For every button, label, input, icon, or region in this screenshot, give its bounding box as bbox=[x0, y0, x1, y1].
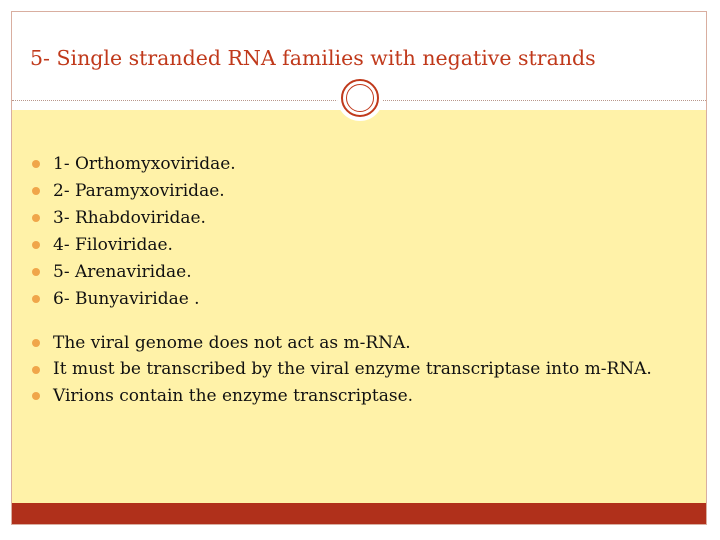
slide-frame bbox=[11, 11, 707, 525]
bullet-item: 4- Filoviridae. bbox=[32, 234, 692, 256]
bullet-item: Virions contain the enzyme transcriptase. bbox=[32, 385, 692, 407]
bullet-item: 1- Orthomyxoviridae. bbox=[32, 153, 692, 175]
bullet-item: It must be transcribed by the viral enzyme transcriptase into m-RNA. bbox=[32, 359, 692, 380]
bullet-item: 3- Rhabdoviridae. bbox=[32, 207, 692, 229]
bullet-item: 2- Paramyxoviridae. bbox=[32, 180, 692, 202]
slide-title: 5- Single stranded RNA families with negative strands bbox=[30, 46, 596, 70]
bullet-item: 5- Arenaviridae. bbox=[32, 261, 692, 283]
bullet-item: 6- Bunyaviridae . bbox=[32, 288, 692, 310]
bullet-item: The viral genome does not act as m-RNA. bbox=[32, 332, 692, 354]
